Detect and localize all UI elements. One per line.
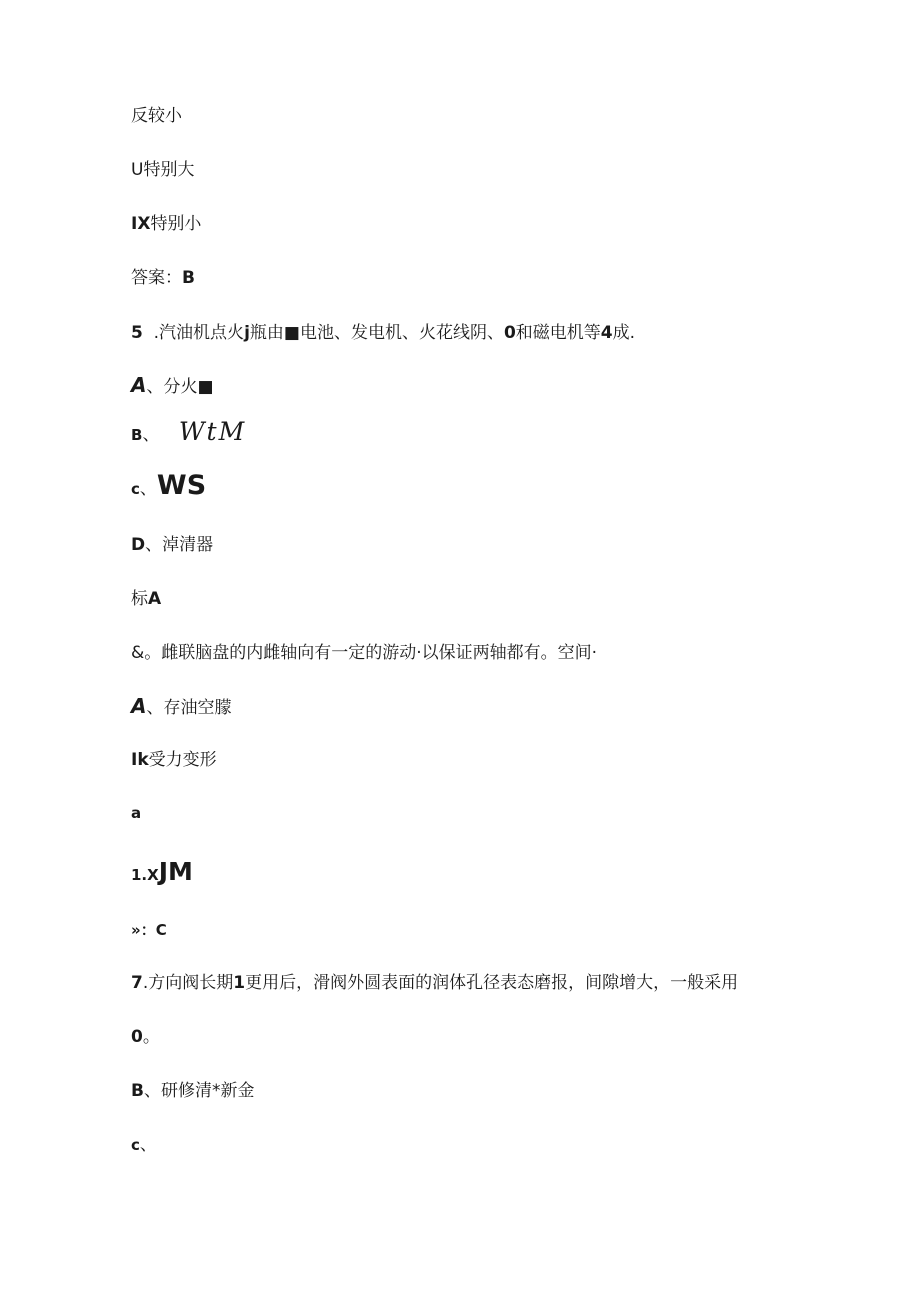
option-sep: 、 (142, 425, 160, 445)
question-bold-0: 0 (503, 323, 516, 343)
answer-line-1 (131, 266, 195, 290)
text-line-3 (131, 212, 201, 236)
question-text: 。 (142, 1027, 160, 1047)
question-text: &。雌联脑盘的内雌轴向有一定的游动·以保证两轴都有。空间· (131, 643, 598, 663)
option-prefix: A (131, 694, 147, 718)
option-text: 、淖清器 (145, 535, 214, 555)
question-bold-1: 1 (233, 973, 246, 993)
option-text: 、研修清*新金 (143, 1081, 255, 1101)
question-number: 7 (131, 973, 143, 993)
option-big-text: JM (158, 857, 193, 886)
option-prefix: B (131, 1081, 144, 1101)
line-prefix: IX (131, 214, 151, 234)
question-6 (131, 641, 597, 665)
option-text: a (131, 804, 142, 822)
question-text-c: 和磁电机等 (515, 323, 601, 343)
option-d-q6 (131, 857, 193, 887)
text-line-1 (131, 104, 182, 128)
question-number: 5 (131, 323, 143, 343)
option-prefix: B (131, 426, 143, 444)
option-prefix: D (131, 535, 146, 555)
question-7-cont (131, 1025, 160, 1049)
question-text-b: 瓶由■电池、发电机、火花线阴、 (249, 323, 504, 343)
option-prefix: c (131, 480, 140, 498)
answer-line-3 (131, 918, 167, 942)
answer-label: 标 (131, 589, 148, 609)
answer-line-2 (131, 587, 161, 611)
question-5 (131, 321, 635, 345)
question-text-a: .汽油机点火 (142, 323, 245, 343)
option-a-q5 (131, 373, 214, 399)
option-b-q6 (131, 748, 217, 772)
option-d-q5 (131, 533, 213, 557)
option-text: 、 (139, 1135, 157, 1155)
option-b-q7 (131, 1079, 254, 1103)
option-c-q7 (131, 1133, 157, 1157)
question-text-b: 更用后，滑阀外圆表面的润体孔径表态磨报，间隙增大，一般采用 (245, 973, 739, 993)
answer-value: A (148, 589, 162, 609)
option-c-q5 (131, 470, 206, 502)
option-prefix: Ik (131, 750, 149, 770)
option-prefix: A (131, 373, 147, 397)
answer-label: 答案： (131, 268, 182, 288)
question-bold-4: 4 (600, 323, 613, 343)
line-text: 特别小 (150, 214, 202, 234)
option-big-text: WS (156, 470, 207, 501)
line-text: 反较小 (131, 106, 182, 126)
line-prefix: U (131, 160, 144, 180)
text-line-2 (131, 158, 194, 182)
question-text-d: 成. (612, 323, 636, 343)
option-c-q6 (131, 801, 141, 825)
option-sep: 、 (139, 479, 157, 499)
option-prefix: c (131, 1136, 140, 1154)
question-bold-j: j (244, 323, 250, 343)
line-text: 特别大 (143, 160, 195, 180)
answer-value: B (182, 268, 195, 288)
question-bold-0: 0 (131, 1027, 143, 1047)
question-text-a: .方向阀长期 (142, 973, 234, 993)
option-b-q5 (131, 417, 247, 447)
answer-text: »：C (131, 921, 167, 939)
option-script-text: WtM (178, 417, 247, 446)
option-text: 受力变形 (148, 750, 217, 770)
option-a-q6 (131, 694, 231, 720)
option-prefix: 1.X (131, 866, 159, 884)
question-7 (131, 971, 738, 995)
option-text: 、存油空朦 (146, 698, 232, 718)
option-text: 、分火■ (146, 377, 214, 397)
